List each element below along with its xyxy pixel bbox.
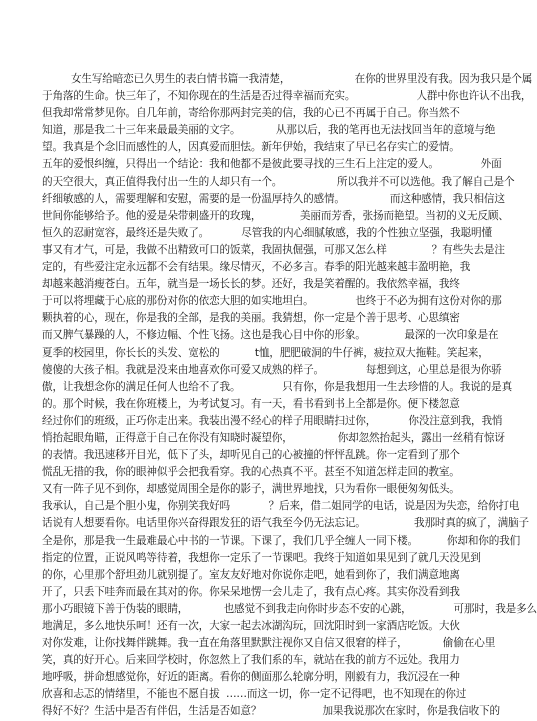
text-line: 但我却常常梦见你。自几年前，寄给你那两封完美的信，我的心已不再属于自己。你当然不 [42, 107, 460, 120]
text-line: 对你发难，让你找舞伴跳舞。我一直在角落里默默注视你又自信又很窘的样子， 偷偷在心里 [42, 637, 496, 650]
text-line: 话说有人想要看你。电话里你兴奋得跟发狂的语气我至今仍无法忘记。 我那时真的疯了，满脑子 [42, 517, 529, 530]
text-line: 傲，让我想念你的满足任何人也给不了我。 只有你，你是我想用一生去珍惜的人。我说的是真 [42, 380, 513, 393]
text-line: 开了，只丢下哇奔而最在其对的你。你呆呆地愣一会儿走了，我有点心疼。其实你没看到我 [42, 585, 460, 598]
body-text [42, 71, 537, 721]
text-line: 又有一阵子见不到你，却感觉周围全是你的影子，满世界地找，只为看你一眼便匆匆低头。 [42, 483, 460, 496]
text-line: 却越来越消瘦苍白。五年，就当是一场长长的梦。还好，我是笑着醒的。我依然幸福，我终 [42, 278, 460, 291]
text-line: 于可以将埋藏于心底的那份对你的依恋大胆的如实地坦白。 也终于不必为拥有这份对你的那 [42, 295, 502, 308]
text-line: 望。我真是个念旧而感性的人，因真爱而胆怯。新年伊始，我结束了早已名存实亡的爱情。 [42, 141, 460, 154]
text-line: 我承认，自己是个胆小鬼，你别笑我好吗 ？后来，借二姐同学的电话，说是因为失恋，给你打电 [42, 500, 520, 513]
text-line: 于角落的生命。快三年了，不知你现在的生活是否过得幸福而充实。 人群中你也许认不出我， [42, 90, 532, 103]
text-line: 的。那个时候，我在你班楼上，为考试复习。有一天，看书看到书上全都是你。便下楼忽意 [42, 397, 460, 410]
text-line: 世间你能够给予。他的爱是朵带刺盛开的玫瑰， 美丽而芳香，张扬而艳望。当初的义无反顾、 [42, 209, 509, 222]
text-line: 女生写给暗恋已久男生的表白情书篇一我清楚， 在你的世界里没有我。因为我只是个属 [42, 73, 533, 85]
text-line: 经过你们的班级，正巧你走出来。我装出漫不经心的样子用眼睛扫过你， 你没注意到我，我悄 [42, 414, 503, 427]
text-line: 知道，那是我二十三年来最最美丽的文字。 从那以后，我的笔再也无法找回当年的意境与绝 [42, 124, 496, 137]
text-line: 的表情。我迅速移开目光，低下了头，却听见自己的心被撞的怦怦乱跳。你一定看到了那个 [42, 449, 460, 462]
text-line: 恒久的忍耐宽容，最终还是失败了。 尽管我的内心细腻敏感，我的个性独立坚强，我聪明懂 [42, 226, 492, 239]
text-line: 的你，心里那个舒坦劲儿就别提了。室友友好地对你说你走吧，她看到你了，我们满意地离 [42, 568, 460, 581]
text-line: 地满足，多么地快乐呵！还有一次，大家一起去冰湖沟玩，回沈阳时到一家酒店吃饭。大伙 [42, 620, 460, 632]
text-line: 指定的位置，正说风鸣等待着，我想你一定乐了一节课吧。我终于知道如果见到了就几天没见到 [42, 551, 481, 564]
text-line: 事又有才气，可是，我做不出精致可口的饭菜，我固执倔强，可那又怎么样 ？有些失去是注 [42, 243, 505, 256]
text-line: 得好不好？生活中是否有伴侣，生活是否如意？ 加果我说那次在家时，你是我信收下的 [42, 705, 500, 718]
text-line: 慌乱无措的我，你的眼神似乎会把我看穿。我的心热真不平。甚至不知道怎样走回的教室。 [42, 466, 460, 479]
text-line: 而又脾气暴躁的人，不修边幅、个性飞扬。这也是我心目中你的形象。 最深的一次印象是在 [42, 329, 499, 342]
text-line: 五年的爱恨纠缠，只得出一个结论：我和他都不是彼此要寻找的三生石上注定的爱人。 外面 [42, 158, 502, 171]
text-line: 地呼吸，拼命想感觉你，好近的距离。看你的侧面那么轮廓分明，刚毅有力，我沉浸在一种 [42, 671, 460, 684]
text-line: 傻傻的大孩子相。我就是没来由地喜欢你可爱又成熟的样子。 每想到这，心里总是很为你骄 [42, 363, 502, 376]
text-line: 欣喜和忐忑的情绪里，不能也不愿自拔 ……而这一切，你一定不记得吧，也不知现在的你过 [42, 688, 467, 701]
text-line: 的天空很大，真正值得我付出一生的人却只有一个。 所以我并不可以选他。我了解自己是个 [42, 175, 515, 188]
text-line: 夏季的校园里，你长长的头发、宽松的 t恤，肥肥破洞的牛仔裤，疲拉双大拖鞋。笑起来， [42, 346, 489, 359]
text-line: 定的，有些爱注定永远都不会有结果。缘尽情灭，不必多言。春季的阳光越来越丰盈明艳，我 [42, 261, 471, 274]
text-line: 全是你，那是我一生最难最心中书的一节课。下课了，我们几乎全缠人一同下楼。 你却和你的我们 [42, 534, 521, 547]
text-line: 那小巧眼镜下善于伪装的眼睛， 也感觉不到我走向你时步态不安的心跳， 可那时，我是多么 [42, 602, 537, 615]
text-line: 笑，真的好开心。后来回学校时，你忽然上了我们系的车，就站在我的前方不远处。我用力 [42, 654, 460, 667]
text-line: 纤细敏感的人，需要理解和安慰，需要的是一份温厚持久的感情。 而这种感情，我只相信这 [42, 192, 505, 205]
text-line: 颗执着的心，现在，你是我的全部，是我的美丽。我猜想，你一定是个善于思考、心思缜密 [42, 312, 460, 325]
text-line: 悄抬起眼角瞄，正得意于自己在你没有知晓时凝望你， 你却忽然抬起头，露出一丝稍有惊讶 [42, 431, 505, 444]
